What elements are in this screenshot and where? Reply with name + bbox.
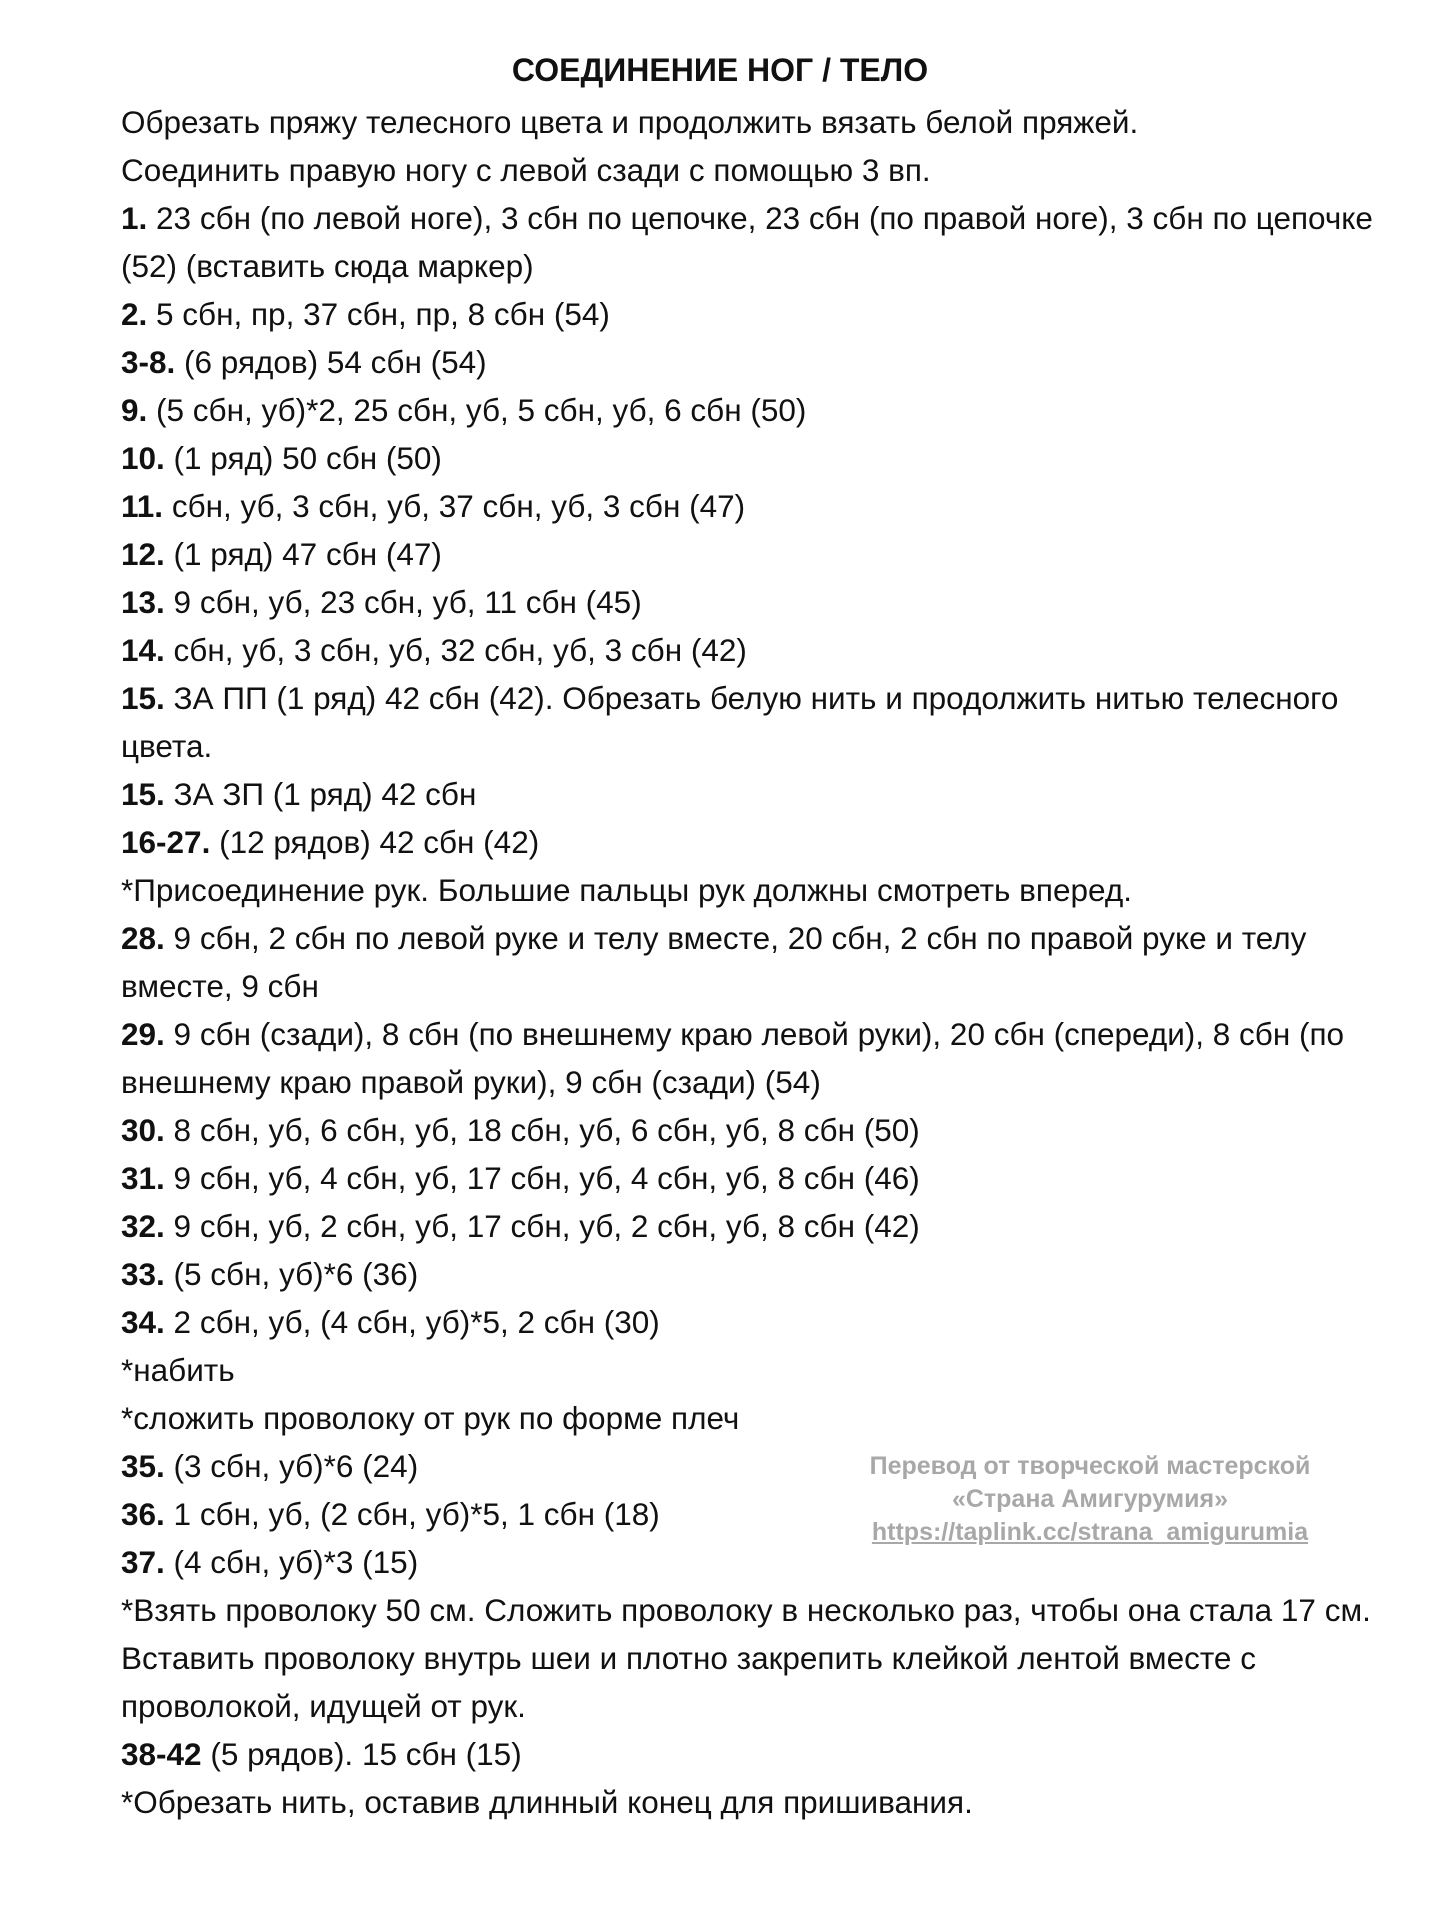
instruction-line	[121, 98, 1391, 146]
instruction-line	[121, 1010, 1391, 1106]
instruction-text: *сложить проволоку от рук по форме плеч	[121, 1400, 740, 1436]
pattern-instructions	[121, 98, 1391, 1826]
instruction-line	[121, 1106, 1391, 1154]
instruction-text: (6 рядов) 54 сбн (54)	[175, 344, 487, 380]
row-number: 30.	[121, 1112, 165, 1148]
page-title: СОЕДИНЕНИЕ НОГ / ТЕЛО	[511, 52, 929, 88]
instruction-line	[121, 1250, 1391, 1298]
instruction-text: 1 сбн, уб, (2 сбн, уб)*5, 1 сбн (18)	[164, 1496, 660, 1532]
row-number: 11.	[121, 488, 164, 524]
instruction-text: ЗА ПП (1 ряд) 42 сбн (42). Обрезать белую нить и продолжить нитью телесного цвета.	[121, 680, 1339, 764]
instruction-text: (4 сбн, уб)*3 (15)	[164, 1544, 419, 1580]
instruction-text: (12 рядов) 42 сбн (42)	[210, 824, 540, 860]
instruction-text: (5 сбн, уб)*2, 25 сбн, уб, 5 сбн, уб, 6 сбн (50)	[147, 392, 807, 428]
instruction-text: (1 ряд) 50 сбн (50)	[164, 440, 442, 476]
watermark-line-2: «Страна Амигурумия»	[951, 1485, 1229, 1513]
instruction-line	[121, 1730, 1391, 1778]
instruction-text: *набить	[121, 1352, 235, 1388]
instruction-line	[121, 1778, 1391, 1826]
instruction-line	[121, 1202, 1391, 1250]
instruction-text: *Обрезать нить, оставив длинный конец для пришивания.	[121, 1784, 973, 1820]
instruction-text: (1 ряд) 47 сбн (47)	[164, 536, 442, 572]
instruction-line	[121, 434, 1391, 482]
instruction-text: 9 сбн, уб, 2 сбн, уб, 17 сбн, уб, 2 сбн, уб, 8 сбн (42)	[164, 1208, 920, 1244]
row-number: 15.	[121, 680, 165, 716]
instruction-text: ЗА ЗП (1 ряд) 42 сбн	[164, 776, 477, 812]
row-number: 14.	[121, 632, 165, 668]
instruction-text: *Взять проволоку 50 см. Сложить проволоку в несколько раз, чтобы она стала 17 см. Вставить проволоку внутрь шеи и плотно закрепить клейкой лентой вместе с проволокой, идущей от рук.	[121, 1592, 1371, 1724]
instruction-text: (3 сбн, уб)*6 (24)	[164, 1448, 419, 1484]
instruction-line	[121, 626, 1391, 674]
instruction-line	[121, 770, 1391, 818]
translation-watermark	[820, 1450, 1360, 1549]
instruction-text: 5 сбн, пр, 37 сбн, пр, 8 сбн (54)	[147, 296, 610, 332]
instruction-line	[121, 338, 1391, 386]
row-number: 35.	[121, 1448, 165, 1484]
row-number: 36.	[121, 1496, 165, 1532]
instruction-text: сбн, уб, 3 сбн, уб, 32 сбн, уб, 3 сбн (42)	[164, 632, 747, 668]
row-number: 29.	[121, 1016, 165, 1052]
instruction-line	[121, 482, 1391, 530]
instruction-text: 2 сбн, уб, (4 сбн, уб)*5, 2 сбн (30)	[164, 1304, 660, 1340]
instruction-text: 8 сбн, уб, 6 сбн, уб, 18 сбн, уб, 6 сбн, уб, 8 сбн (50)	[164, 1112, 920, 1148]
row-number: 10.	[121, 440, 165, 476]
row-number: 31.	[121, 1160, 165, 1196]
instruction-text: *Присоединение рук. Большие пальцы рук должны смотреть вперед.	[121, 872, 1132, 908]
instruction-text: 23 сбн (по левой ноге), 3 сбн по цепочке, 23 сбн (по правой ноге), 3 сбн по цепочке (52) (вставить сюда маркер)	[121, 200, 1373, 284]
instruction-text: 9 сбн (сзади), 8 сбн (по внешнему краю левой руки), 20 сбн (спереди), 8 сбн (по внешнему краю правой руки), 9 сбн (сзади) (54)	[121, 1016, 1345, 1100]
row-number: 37.	[121, 1544, 165, 1580]
instruction-text: сбн, уб, 3 сбн, уб, 37 сбн, уб, 3 сбн (47)	[163, 488, 746, 524]
instruction-line	[121, 290, 1391, 338]
instruction-line	[121, 914, 1391, 1010]
instruction-line	[121, 530, 1391, 578]
instruction-text: (5 сбн, уб)*6 (36)	[164, 1256, 419, 1292]
instruction-text: 9 сбн, 2 сбн по левой руке и телу вместе, 20 сбн, 2 сбн по правой руке и телу вместе, 9 сбн	[121, 920, 1307, 1004]
instruction-text: (5 рядов). 15 сбн (15)	[201, 1736, 522, 1772]
instruction-line	[121, 1298, 1391, 1346]
instruction-text: 9 сбн, уб, 23 сбн, уб, 11 сбн (45)	[164, 584, 642, 620]
row-number: 3-8.	[121, 344, 176, 380]
instruction-line	[121, 1394, 1391, 1442]
instruction-line	[121, 866, 1391, 914]
instruction-line	[121, 194, 1391, 290]
watermark-link[interactable]: https://taplink.cc/strana_amigurumia	[871, 1518, 1309, 1546]
row-number: 28.	[121, 920, 165, 956]
row-number: 12.	[121, 536, 165, 572]
row-number: 1.	[121, 200, 148, 236]
instruction-line	[121, 1586, 1391, 1730]
row-number: 38-42	[121, 1736, 202, 1772]
row-number: 15.	[121, 776, 165, 812]
watermark-line-1: Перевод от творческой мастерской	[869, 1452, 1311, 1480]
row-number: 16-27.	[121, 824, 211, 860]
row-number: 32.	[121, 1208, 165, 1244]
row-number: 13.	[121, 584, 165, 620]
instruction-line	[121, 674, 1391, 770]
instruction-line	[121, 818, 1391, 866]
instruction-line	[121, 1346, 1391, 1394]
instruction-line	[121, 578, 1391, 626]
instruction-text: Соединить правую ногу с левой сзади с помощью 3 вп.	[121, 152, 931, 188]
row-number: 34.	[121, 1304, 165, 1340]
row-number: 2.	[121, 296, 148, 332]
row-number: 33.	[121, 1256, 165, 1292]
instruction-line	[121, 1154, 1391, 1202]
row-number: 9.	[121, 392, 148, 428]
instruction-text: Обрезать пряжу телесного цвета и продолжить вязать белой пряжей.	[121, 104, 1139, 140]
instruction-text: 9 сбн, уб, 4 сбн, уб, 17 сбн, уб, 4 сбн, уб, 8 сбн (46)	[164, 1160, 920, 1196]
instruction-line	[121, 146, 1391, 194]
instruction-line	[121, 386, 1391, 434]
